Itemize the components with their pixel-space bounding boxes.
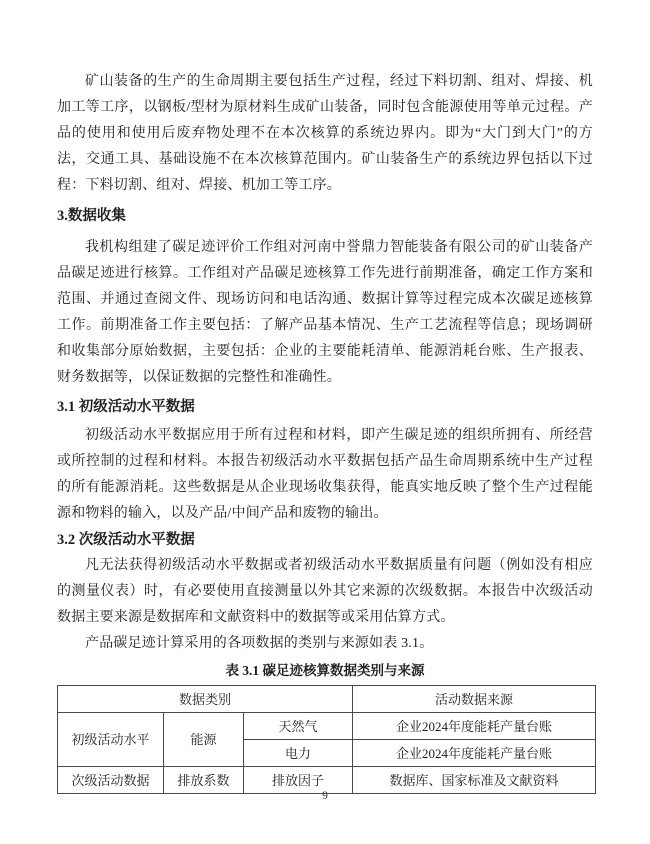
paragraph-lifecycle: 矿山装备的生产的生命周期主要包括生产过程，经过下料切割、组对、焊接、机加工等工序，以钢板/型材为原材料生成矿山装备，同时包含能源使用等单元过程。产品的使用和使用后废弃物处理不在本次核算的系统边界内。即为“大门到大门”的方法，交通工具、基础设施不在本次核算范围内。矿山装备生产的系统边界包括以下过程：下料切割、组对、焊接、机加工等工序。 — [57, 74, 593, 193]
table-caption: 表 3.1 碳足迹核算数据类别与来源 — [225, 663, 425, 678]
table-cell-primary-activity-level: 初级活动水平 — [58, 713, 164, 767]
page-number: 9 — [322, 790, 328, 802]
table-header-data-category: 数据类别 — [58, 686, 353, 713]
paragraph-secondary-activity: 凡无法获得初级活动水平数据或者初级活动水平数据质量有问题（例如没有相应的测量仪表）时，有必要使用直接测量以外其它来源的次级数据。本报告中次级活动数据主要来源是数据库和文献资料中的数据等或采用估算方式。 — [57, 558, 593, 625]
heading-data-collection: 3.数据收集 — [57, 208, 126, 224]
table-cell-secondary-activity-data: 次级活动数据 — [58, 767, 164, 794]
table-cell-emission-factor: 排放因子 — [244, 767, 353, 794]
table-cell-electricity-source: 企业2024年度能耗产量台账 — [353, 740, 596, 767]
paragraph-workgroup: 我机构组建了碳足迹评价工作组对河南中誉鼎力智能装备有限公司的矿山装备产品碳足迹进行核算。工作组对产品碳足迹核算工作先进行前期准备，确定工作方案和范围、并通过查阅文件、现场访问和电话沟通、数据计算等过程完成本次碳足迹核算工作。前期准备工作主要包括：了解产品基本情况、生产工艺流程等信息；现场调研和收集部分原始数据，主要包括：企业的主要能耗清单、能源消耗台账、生产报表、财务数据等，以保证数据的完整性和准确性。 — [57, 240, 593, 385]
paragraph-table-intro: 产品碳足迹计算采用的各项数据的类别与来源如表 3.1。 — [85, 636, 434, 651]
data-source-table — [57, 685, 596, 794]
table-header-row — [58, 686, 596, 713]
paragraph-primary-activity: 初级活动水平数据应用于所有过程和材料，即产生碳足迹的组织所拥有、所经营或所控制的过程和材料。本报告初级活动水平数据包括产品生命周期系统中生产过程的所有能源消耗。这些数据是从企业现场收集获得，能真实地反映了整个生产过程能源和物料的输入，以及产品/中间产品和废物的输出。 — [57, 428, 593, 521]
table-cell-emission-factor-source: 数据库、国家标准及文献资料 — [353, 767, 596, 794]
table-cell-energy: 能源 — [164, 713, 244, 767]
heading-primary-activity-data: 3.1 初级活动水平数据 — [57, 399, 195, 415]
heading-secondary-activity-data: 3.2 次级活动水平数据 — [57, 532, 195, 548]
table-cell-natural-gas-source: 企业2024年度能耗产量台账 — [353, 713, 596, 740]
table-header-activity-data-source: 活动数据来源 — [353, 686, 596, 713]
table-row — [58, 713, 596, 740]
table-cell-electricity: 电力 — [244, 740, 353, 767]
table-cell-emission-coefficient: 排放系数 — [164, 767, 244, 794]
table-cell-natural-gas: 天然气 — [244, 713, 353, 740]
